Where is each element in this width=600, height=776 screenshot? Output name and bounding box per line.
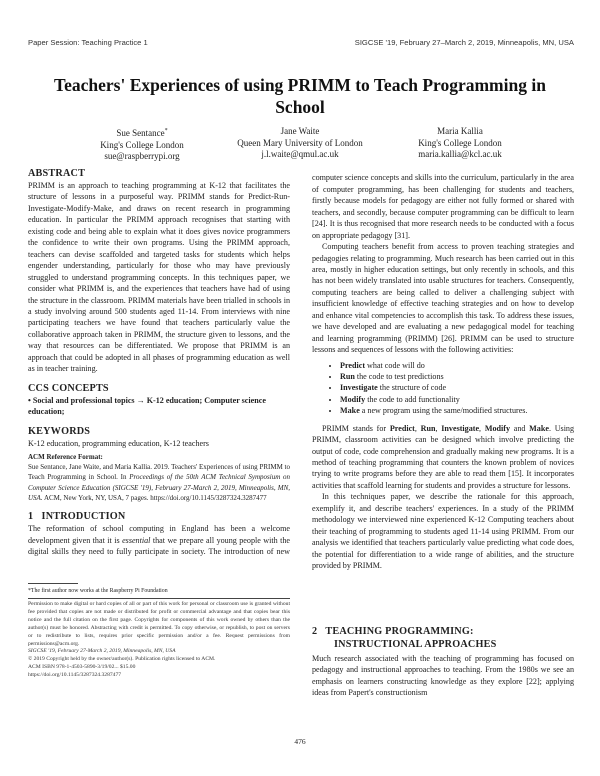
permission-text: Permission to make digital or hard copies of all or part of this work for personal or classroom use is granted without fee provided that copies are not made or distributed for profit or commercial advantage and that copies bear this notice and the full citation on the first page. Copyrights for components of this work owned by others than the author(s) must be honored. Abstracting with credit is permitted. To copy otherwise, or republish, to post on servers or to redistribute to lists, requires prior specific permission and/or a fee. Request permissions from permissions@acm.org. (28, 601, 290, 647)
text-part: The reformation of school computing in England has been a welcome development given that it is (28, 524, 290, 545)
author-name: Maria Kallia (437, 126, 483, 136)
intro-paragraph-1 (312, 172, 574, 241)
primm-activity-list (312, 360, 574, 417)
section-2-heading-cont: INSTRUCTIONAL APPROACHES (334, 639, 497, 650)
intro-paragraph-2: Computing teachers benefit from access to proven teaching strategies and pedagogies relating to programming. Much research has been carried out in this area, mostly in higher education settings, but only recently in schools, and this has not been widely translated into usable structures for teachers. Consequently, computing teachers are being called to deliver a challenging subject with insufficient knowledge of effective teaching strategies and on how to develop and enhance vital competencies to accomplish this task. To address these issues, we have developed and are evaluating a new pedagogical model for teaching and learning programming (PRIMM) [26]. PRIMM can be used to structure lessons and sequences of lessons with the following activities: (312, 242, 574, 355)
text-emphasis: essential (122, 535, 151, 545)
author-affiliation: King's College London (100, 139, 184, 150)
intro-paragraph-1-start (28, 523, 290, 557)
list-item (340, 394, 574, 405)
abstract-heading: ABSTRACT (28, 168, 86, 179)
text-bold: Investigate (441, 423, 480, 433)
activity-name: Investigate (340, 383, 378, 393)
acm-ref-part: ACM, New York, NY, USA, 7 pages. https://doi.org/10.1145/3287324.3287477 (42, 493, 267, 502)
author-affiliation: Queen Mary University of London (237, 137, 363, 148)
list-item (340, 405, 574, 416)
acm-ref-part: Sue Sentance, Jane Waite, and Maria Kallia. 2019. Teachers' Experiences of using PRIMM to Teach Programming in School. In (28, 463, 290, 482)
right-column (312, 172, 574, 592)
activity-desc: what code will do (365, 360, 425, 370)
author-1 (52, 126, 232, 163)
ccs-text: • Social and professional topics → K-12 education; Computer science education; (28, 395, 266, 417)
author-2 (210, 126, 390, 161)
text-part: computer science concepts and skills into the curriculum, particularly in the area of computer programming, has been challenging for students and teachers, firstly because models for pedagogy are either not fully formed or shared with teachers, and secondly, because computer programming can be difficult to learn [24]. It is thus recognised that more research needs to be conducted with a focus on appropriate pedagogy [31]. (312, 173, 574, 240)
activity-desc: a new program using the same/modified structures. (359, 406, 528, 416)
left-column (28, 167, 290, 557)
activity-desc: the code to add functionality (365, 394, 460, 404)
text-bold: Run (420, 423, 436, 433)
list-item (340, 371, 574, 382)
activity-name: Modify (340, 394, 366, 404)
page-number: 476 (294, 737, 306, 746)
running-header-left: Paper Session: Teaching Practice 1 (28, 38, 148, 47)
author-affiliation: King's College London (418, 137, 502, 148)
text-part: , (414, 423, 421, 433)
acm-ref-text (28, 462, 290, 503)
list-item (340, 382, 574, 393)
paper-title: Teachers' Experiences of using PRIMM to Teach Programming in School (54, 75, 546, 117)
keywords-heading: KEYWORDS (28, 425, 91, 437)
keywords-text: K-12 education, programming education, K-12 teachers (28, 438, 209, 448)
activity-desc: the structure of code (377, 383, 447, 393)
footnote-rule (28, 583, 78, 584)
list-item (340, 360, 574, 371)
text-part: , (479, 423, 485, 433)
text-part: , (435, 423, 442, 433)
author-name: Jane Waite (280, 126, 320, 136)
permission-block (28, 601, 290, 680)
activity-name: Run (340, 372, 355, 382)
intro-paragraph-3 (312, 423, 574, 492)
activity-name: Make (340, 406, 360, 416)
author-email[interactable]: sue@raspberrypi.org (104, 151, 180, 161)
footnote: *The first author now works at the Raspberry Pi Foundation (28, 588, 168, 594)
author-mark: * (164, 128, 168, 134)
acm-ref-label: ACM Reference Format: (28, 453, 103, 462)
abstract-text: PRIMM is an approach to teaching programming at K-12 that facilitates the structure of lessons in a purposeful way. PRIMM stands for Predict-Run-Investigate-Modify-Make, and draws on recent research in programming education. In particular the PRIMM approach recognises that starting with existing code and being able to explain what it does gives novice programmers the confidence to write their own programs. Using the PRIMM approach, teachers can devise scaffolded and targeted tasks for students which helps engender understanding, particularly for those who may have previously struggled to understand programming concepts. In this techniques paper, we consider what PRIMM is, and the experiences that teachers have had of using the structure in the classroom. PRIMM materials have been trialled in schools in a study involving around 500 students aged 11-14. From interviews with nine participating teachers we have found that teachers particularly value the collaborative approach taken in PRIMM, the structure given to lessons, and the way that resources can be differentiated. We propose that PRIMM is an approach that could be adopted in all phases of programming education as well as in teacher training. (28, 181, 290, 374)
copyright-line: © 2019 Copyright held by the owner/author(s). Publication rights licensed to ACM. (28, 656, 216, 663)
author-email[interactable]: maria.kallia@kcl.ac.uk (418, 149, 502, 159)
text-part: . Using PRIMM, classroom activities can be designed which involve predicting the output of code, code comprehension and gradually making new programs. It is a method of teaching programming that counters the known problem of novices trying to write programs before they are able to read them [15]. It incorporates activities that scaffold learning for students and provides a structure for lessons. (312, 423, 574, 490)
text-bold: Modify (484, 423, 510, 433)
author-3 (370, 126, 550, 161)
running-header-right: SIGCSE '19, February 27–March 2, 2019, Minneapolis, MN, USA (354, 38, 574, 47)
section-2 (312, 625, 574, 699)
intro-paragraph-4: In this techniques paper, we describe the rationale for this approach, exemplify it, and describe teachers' experiences. In a study of the PRIMM methodology we interviewed nine experienced K-12 Computing teachers about their teaching of programming to students aged 11-14 using PRIMM. From our analysis we identified that teachers particularly value predicting what code does, the potential for differentiation to a wide range of abilities, and the structure provided by PRIMM. (312, 492, 574, 571)
doi-link[interactable]: https://doi.org/10.1145/3287324.3287477 (28, 672, 122, 679)
text-part: PRIMM stands for (322, 423, 390, 433)
text-bold: Predict (389, 423, 415, 433)
section-2-heading: 2 TEACHING PROGRAMMING: (312, 626, 474, 637)
activity-name: Predict (340, 360, 366, 370)
text-bold: Make (529, 423, 549, 433)
text-part: and (510, 423, 530, 433)
section-2-paragraph-1: Much research associated with the teaching of programming has focused on pedagogy and instructional approaches to teaching. From the 1980s we see an emphasis on learners constructing knowledge as they explore [22]; applying ideas from Papert's constructionism (312, 654, 574, 698)
ccs-heading: CCS CONCEPTS (28, 382, 109, 394)
author-name: Sue Sentance (116, 128, 165, 138)
permission-rule (28, 598, 290, 599)
isbn-line: ACM ISBN 978-1-4503-5890-3/19/02... $15.00 (28, 664, 136, 671)
conference-line: SIGCSE '19, February 27-March 2, 2019, Minneapolis, MN, USA (28, 648, 176, 655)
activity-desc: the code to test predictions (354, 372, 444, 382)
author-email[interactable]: j.l.waite@qmul.ac.uk (261, 149, 339, 159)
text-part: that we prepare all young people with the digital skills they need to fully participate in society. The introduction of new (28, 535, 290, 556)
intro-heading: 1 INTRODUCTION (28, 511, 126, 523)
acm-ref-proceedings: Proceedings of the 50th ACM Technical Symposium on Computer Science Education (SIGCSE '19), February 27-March 2, 2019, Minneapolis, MN, USA. (28, 473, 291, 502)
